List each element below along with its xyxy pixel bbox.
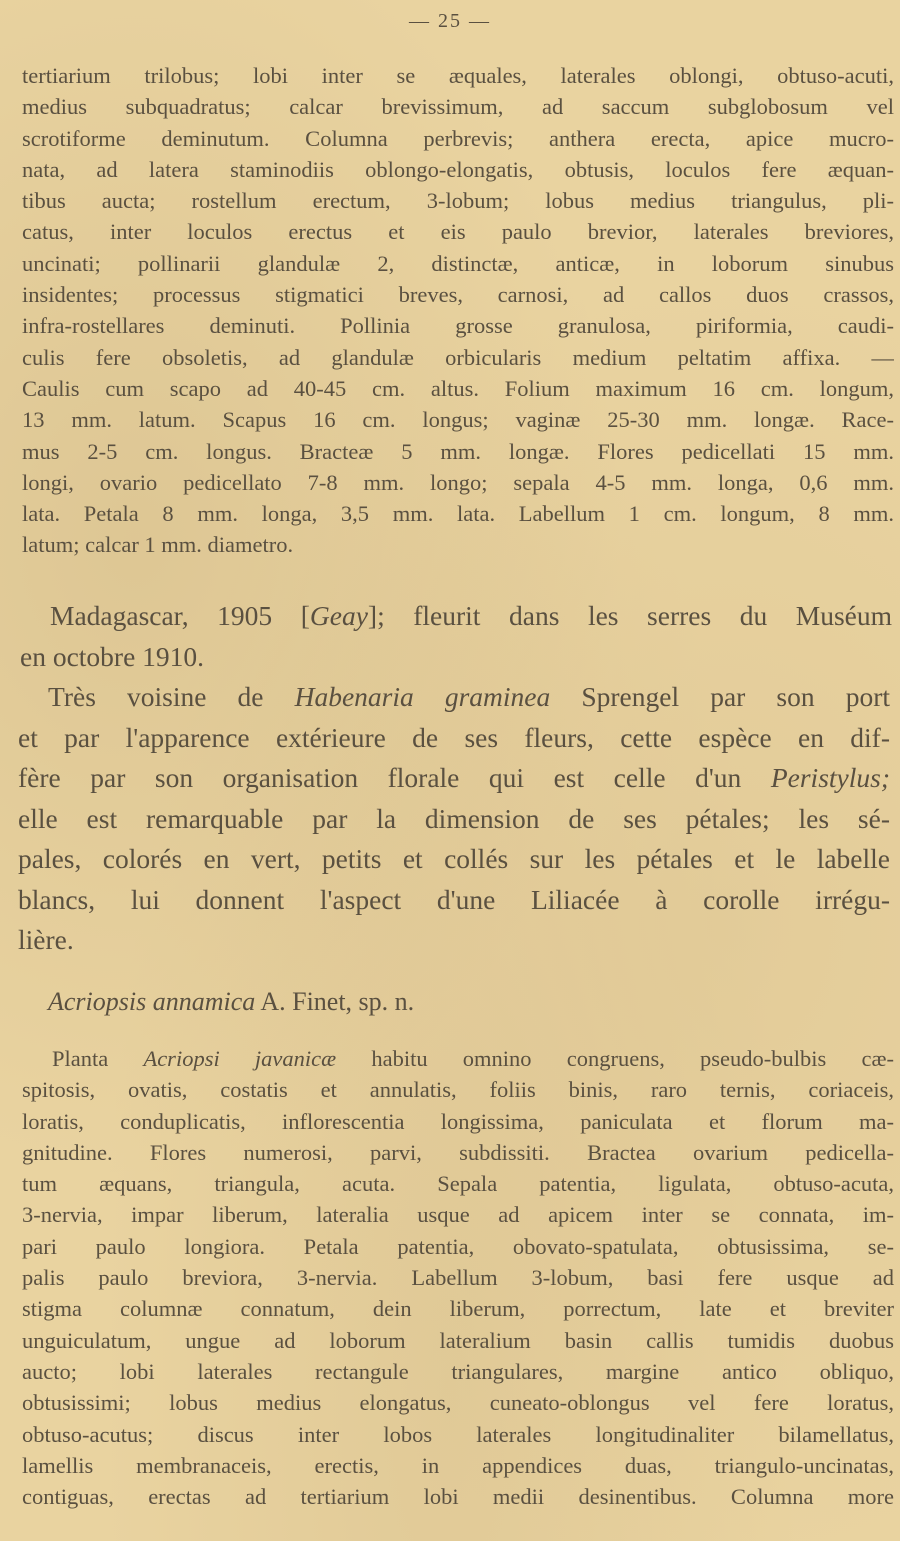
text-span: ]; fleurit dans les serres du Muséum: [367, 600, 892, 631]
text-line: infra-rostellares deminuti. Pollinia grosse granulosa, piriformia, caudi-: [22, 313, 894, 339]
text-line: [18, 677, 890, 718]
text-line: spitosis, ovatis, costatis et annulatis, foliis binis, raro ternis, coriaceis,: [22, 1077, 894, 1103]
text-span: Madagascar, 1905 [: [50, 600, 310, 631]
remarks-paragraph: [18, 677, 890, 961]
text-line: culis fere obsoletis, ad glandulæ orbicularis medium peltatim affixa. —: [22, 344, 894, 370]
text-line: contiguas, erectas ad tertiarium lobi medii desinentibus. Columna more: [22, 1484, 894, 1510]
species-name: Habenaria graminea: [294, 681, 551, 712]
species-heading-author: A. Finet, sp. n.: [255, 987, 415, 1016]
text-line: uncinati; pollinarii glandulæ 2, distinctæ, anticæ, in loborum sinubus: [22, 250, 894, 276]
text-line: [22, 1043, 894, 1074]
text-line: unguiculatum, ungue ad loborum lateralium basin callis tumidis duobus: [22, 1327, 894, 1353]
species-name: Acriopsi javanicæ: [143, 1046, 337, 1071]
species-heading-name: Acriopsis annamica: [48, 987, 256, 1016]
text-line: aucto; lobi laterales rectangule triangulares, margine antico obliquo,: [22, 1358, 894, 1384]
text-span: Planta: [52, 1046, 144, 1071]
text-span: fère par son organisation florale qui est celle d'un: [18, 762, 771, 793]
text-line: loratis, conduplicatis, inflorescentia longissima, paniculata et florum ma-: [22, 1108, 894, 1134]
text-line: [20, 596, 892, 637]
text-line: 13 mm. latum. Scapus 16 cm. longus; vaginæ 25-30 mm. longæ. Race-: [22, 407, 894, 433]
text-line: Caulis cum scapo ad 40-45 cm. altus. Folium maximum 16 cm. longum,: [22, 375, 894, 401]
text-line: palis paulo breviora, 3-nervia. Labellum 3-lobum, basi fere usque ad: [22, 1265, 894, 1291]
text-span: Très voisine de: [48, 681, 295, 712]
text-line: longi, ovario pedicellato 7-8 mm. longo; sepala 4-5 mm. longa, 0,6 mm.: [22, 469, 894, 495]
text-line: tertiarium trilobus; lobi inter se æquales, laterales oblongi, obtuso-acuti,: [22, 63, 894, 88]
text-line: nata, ad latera staminodiis oblongo-elongatis, obtusis, loculos fere æquan-: [22, 156, 894, 182]
text-line: lata. Petala 8 mm. longa, 3,5 mm. lata. Labellum 1 cm. longum, 8 mm.: [22, 501, 894, 527]
page-number: — 25 —: [409, 10, 491, 32]
text-line: stigma columnæ connatum, dein liberum, porrectum, late et breviter: [22, 1296, 894, 1322]
text-line: 3-nervia, impar liberum, lateralia usque ad apicem inter se connata, im-: [22, 1202, 894, 1228]
text-line: obtuso-acutus; discus inter lobos laterales longitudinaliter bilamellatus,: [22, 1421, 894, 1447]
text-line: lière.: [18, 924, 74, 955]
text-line: elle est remarquable par la dimension de ses pétales; les sé-: [18, 802, 890, 834]
text-line: blancs, lui donnent l'aspect d'une Liliacée à corolle irrégu-: [18, 883, 890, 915]
text-line: pari paulo longiora. Petala patentia, obovato-spatulata, obtusissima, se-: [22, 1233, 894, 1259]
text-line: latum; calcar 1 mm. diametro.: [22, 532, 294, 558]
text-line: insidentes; processus stigmatici breves, carnosi, ad callos duos crassos,: [22, 282, 894, 308]
species-description: [22, 1043, 894, 1512]
text-line: gnitudine. Flores numerosi, parvi, subdissiti. Bractea ovarium pedicella-: [22, 1139, 894, 1165]
text-line: tibus aucta; rostellum erectum, 3-lobum; lobus medius triangulus, pli-: [22, 188, 894, 214]
text-line: medius subquadratus; calcar brevissimum, ad saccum subglobosum vel: [22, 94, 894, 120]
text-line: catus, inter loculos erectus et eis paulo brevior, laterales breviores,: [22, 219, 894, 245]
text-span: Sprengel par son port: [550, 681, 890, 712]
text-line: lamellis membranaceis, erectis, in appendices duas, triangulo-uncinatas,: [22, 1452, 894, 1478]
text-span: habitu omnino congruens, pseudo-bulbis cæ-: [336, 1046, 894, 1071]
text-line: mus 2-5 cm. longus. Bracteæ 5 mm. longæ. Flores pedicellati 15 mm.: [22, 438, 894, 464]
text-line: et par l'apparence extérieure de ses fleurs, cette espèce en dif-: [18, 721, 890, 753]
text-line: [18, 758, 890, 799]
text-line: scrotiforme deminutum. Columna perbrevis; anthera erecta, apice mucro-: [22, 125, 894, 151]
text-line: obtusissimi; lobus medius elongatus, cuneato-oblongus vel fere loratus,: [22, 1390, 894, 1416]
genus-name: Peristylus;: [770, 762, 890, 793]
text-line: pales, colorés en vert, petits et collés sur les pétales et le labelle: [18, 843, 890, 874]
species-heading: [48, 987, 414, 1017]
collector-name: Geay: [309, 600, 368, 631]
paragraph-description-continued: [22, 60, 894, 561]
text-line: en octobre 1910.: [20, 640, 205, 672]
locality-paragraph: [20, 596, 892, 677]
text-line: tum æquans, triangula, acuta. Sepala patentia, ligulata, obtuso-acuta,: [22, 1171, 894, 1197]
